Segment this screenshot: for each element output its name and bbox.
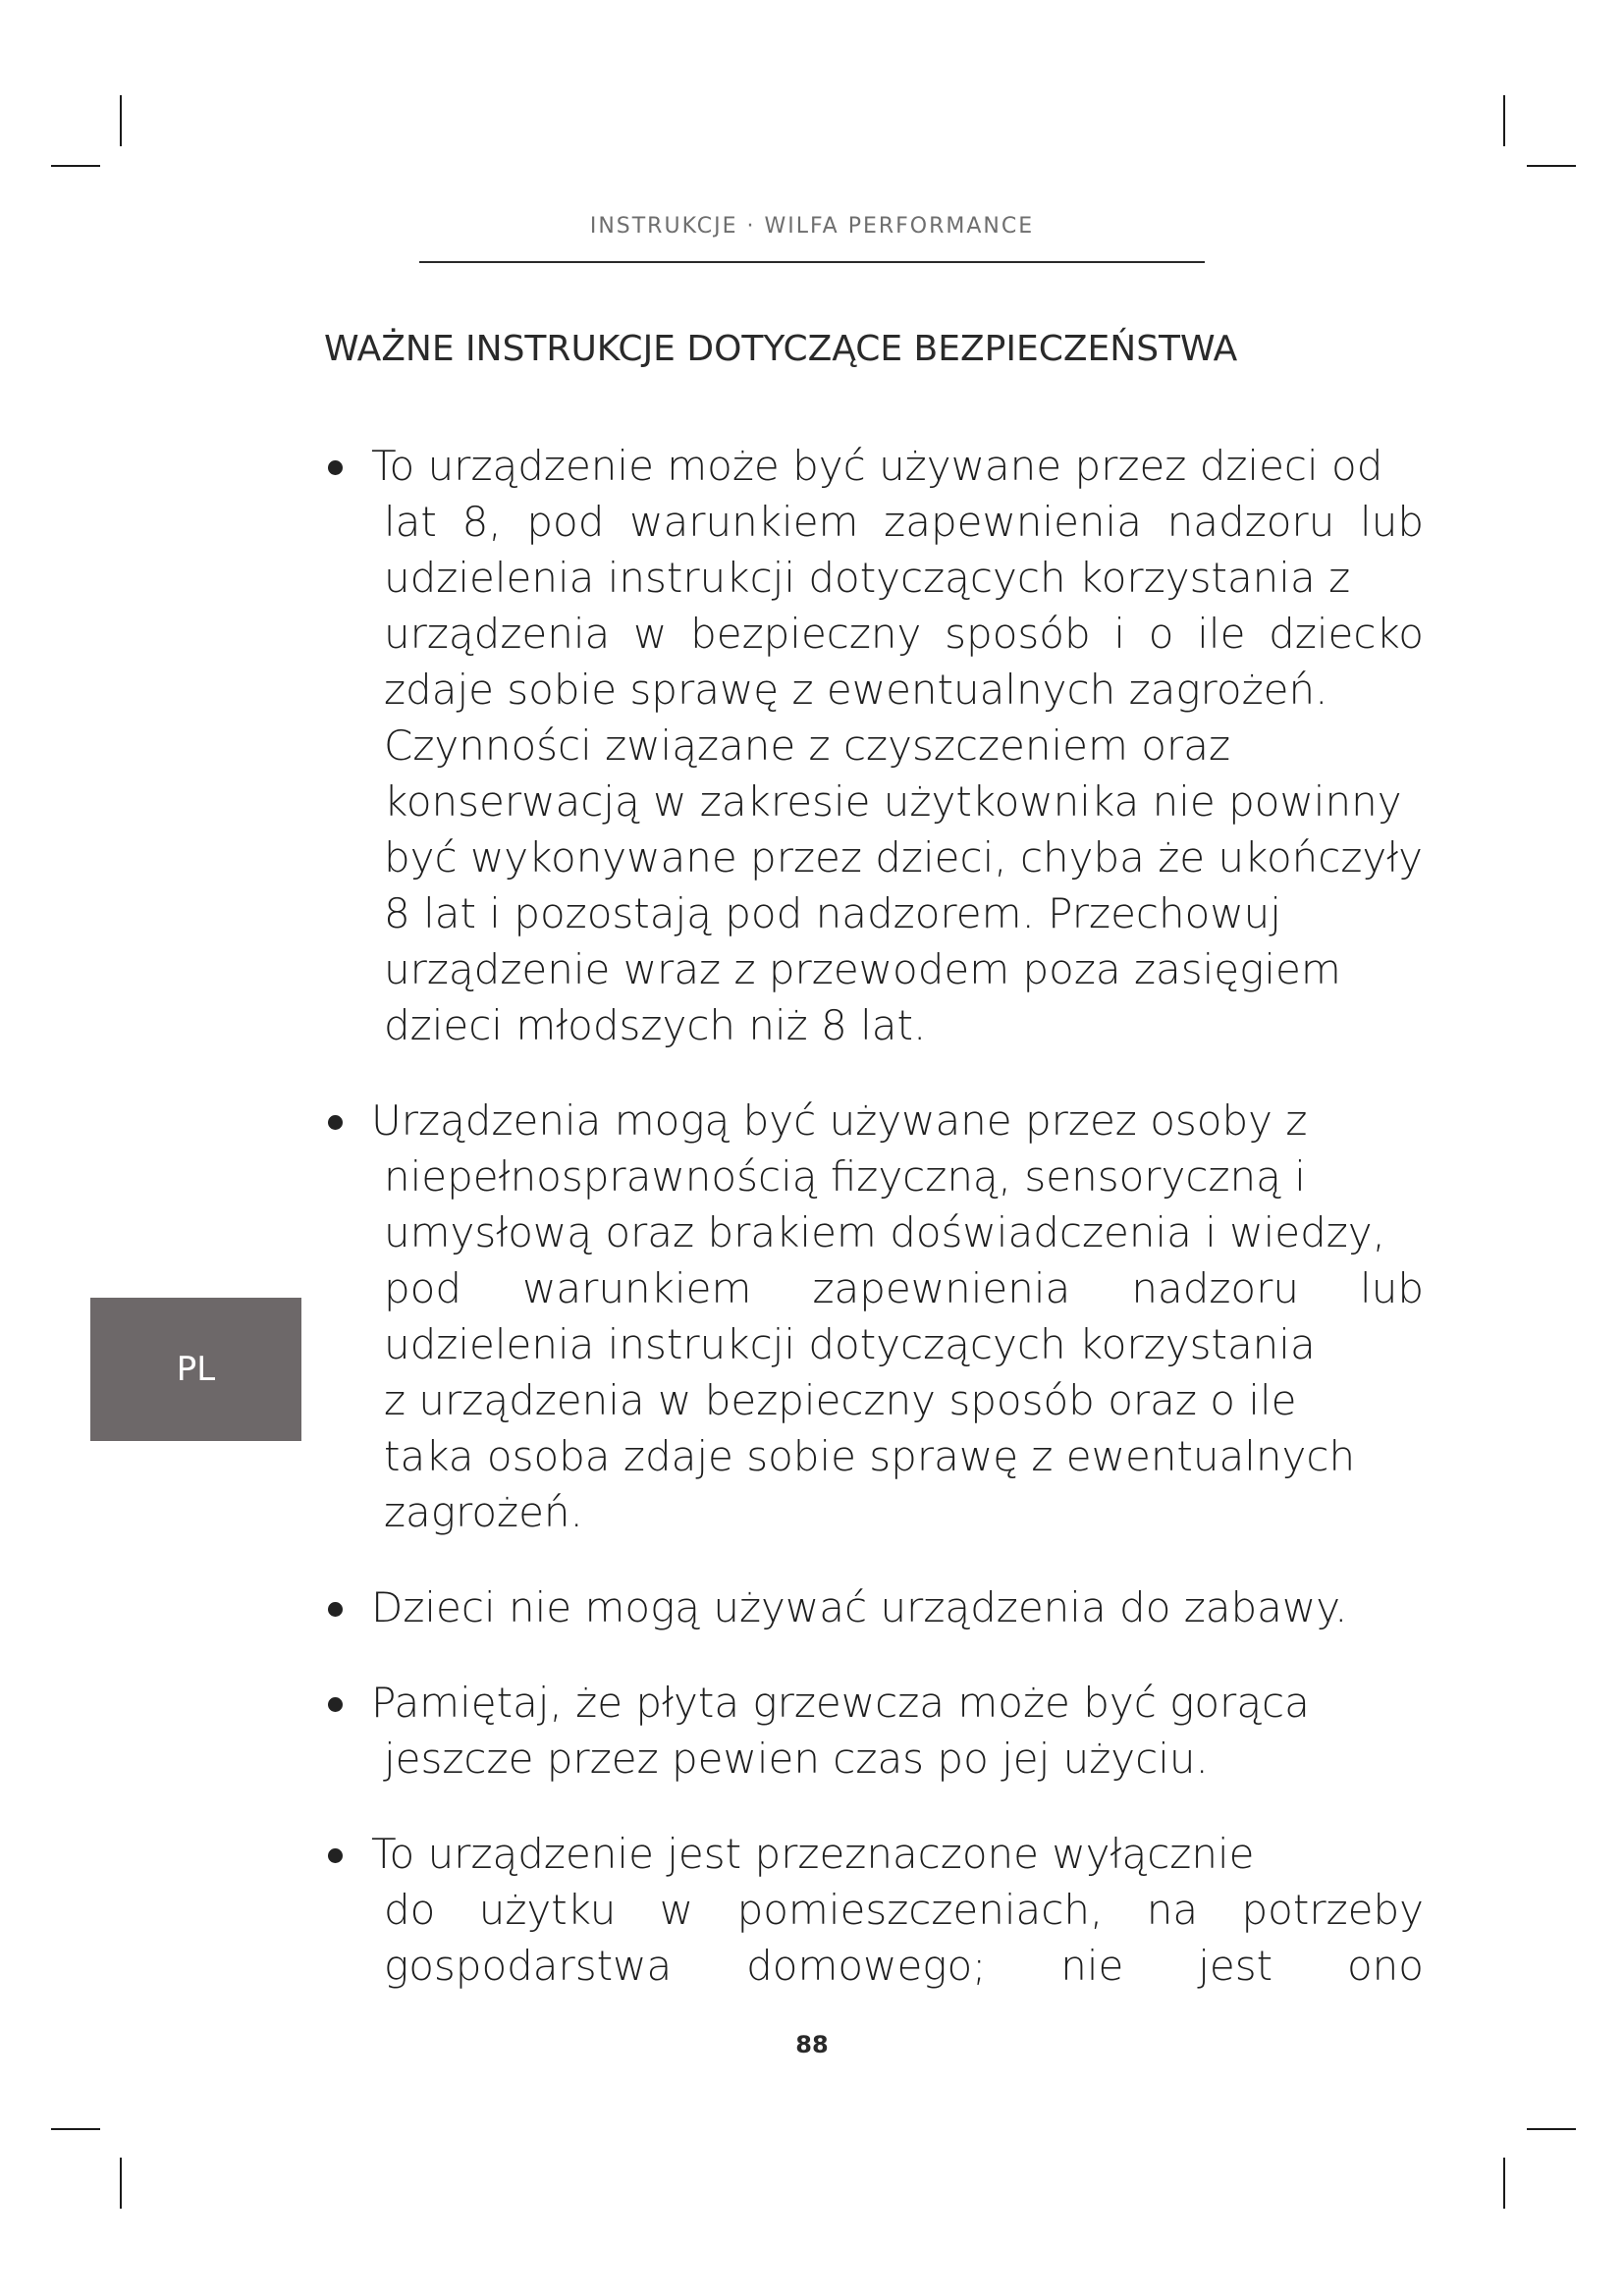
list-item [324, 1093, 1424, 1540]
section-title: WAŻNE INSTRUKCJE DOTYCZĄCE BEZPIECZEŃSTWA [324, 329, 1238, 369]
list-item-line: umysłową oraz brakiem doświadczenia i wiedzy, [384, 1208, 1385, 1256]
bullet-icon [328, 1697, 343, 1712]
crop-mark-bottom-right-horizontal [1527, 2128, 1576, 2130]
crop-mark-bottom-left-vertical [120, 2158, 122, 2209]
language-tab [90, 1298, 301, 1441]
list-item-line: udzielenia instrukcji dotyczących korzystania [384, 1320, 1316, 1368]
list-item-line: zagrożeń. [384, 1488, 583, 1536]
list-item-line: 8 lat i pozostają pod nadzorem. Przechowuj [384, 889, 1281, 937]
language-tab-label: PL [176, 1350, 216, 1389]
bullet-icon [328, 1602, 343, 1617]
crop-mark-top-left-vertical [120, 95, 122, 146]
list-item-line: urządzenie wraz z przewodem poza zasięgiem [384, 945, 1341, 993]
page-number: 88 [795, 2031, 829, 2058]
list-item-line: być wykonywane przez dzieci, chyba że ukończyły [384, 833, 1424, 881]
list-item-line: dzieci młodszych niż 8 lat. [384, 1001, 927, 1049]
list-item-line: pod warunkiem zapewnienia nadzoru lub [384, 1264, 1424, 1312]
list-item-line: Urządzenia mogą być używane przez osoby z [371, 1096, 1308, 1145]
crop-mark-top-right-horizontal [1527, 165, 1576, 167]
list-item-line: To urządzenie może być używane przez dzieci od [371, 442, 1383, 490]
list-item [324, 438, 1424, 1053]
list-item [324, 1826, 1424, 1994]
list-item-line: gospodarstwa domowego; nie jest ono [384, 1942, 1424, 1990]
list-item-line: z urządzenia w bezpieczny sposób oraz o ile [384, 1376, 1297, 1424]
list-item-line: do użytku w pomieszczeniach, na potrzeby [384, 1886, 1424, 1934]
list-item [324, 1579, 1424, 1635]
list-item-line: Pamiętaj, że płyta grzewcza może być gorąca [371, 1679, 1310, 1727]
header-divider [419, 261, 1205, 263]
list-item-line: Czynności związane z czyszczeniem oraz [384, 721, 1230, 770]
crop-mark-top-right-vertical [1503, 95, 1505, 146]
running-header: INSTRUKCJE · WILFA PERFORMANCE [589, 214, 1035, 239]
bullet-icon [328, 460, 343, 475]
list-item-line: urządzenia w bezpieczny sposób i o ile dziecko [384, 610, 1424, 658]
list-item-line: lat 8, pod warunkiem zapewnienia nadzoru lub [384, 498, 1424, 546]
safety-instructions-list [324, 438, 1424, 1994]
list-item-line: jeszcze przez pewien czas po jej użyciu. [384, 1735, 1209, 1783]
bullet-icon [328, 1115, 343, 1130]
crop-mark-top-left-horizontal [51, 165, 100, 167]
list-item-line: zdaje sobie sprawę z ewentualnych zagrożeń. [384, 666, 1328, 714]
crop-mark-bottom-left-horizontal [51, 2128, 100, 2130]
list-item-line: Dzieci nie mogą używać urządzenia do zabawy. [371, 1583, 1348, 1631]
list-item-line: taka osoba zdaje sobie sprawę z ewentualnych [384, 1432, 1356, 1480]
list-item-line: niepełnosprawnością fizyczną, sensoryczną i [384, 1152, 1306, 1201]
crop-mark-bottom-right-vertical [1503, 2158, 1505, 2209]
list-item [324, 1675, 1424, 1787]
list-item-line: udzielenia instrukcji dotyczących korzystania z [384, 554, 1351, 602]
list-item-line: konserwacją w zakresie użytkownika nie powinny [384, 777, 1402, 826]
list-item-line: To urządzenie jest przeznaczone wyłącznie [371, 1830, 1255, 1878]
bullet-icon [328, 1848, 343, 1863]
